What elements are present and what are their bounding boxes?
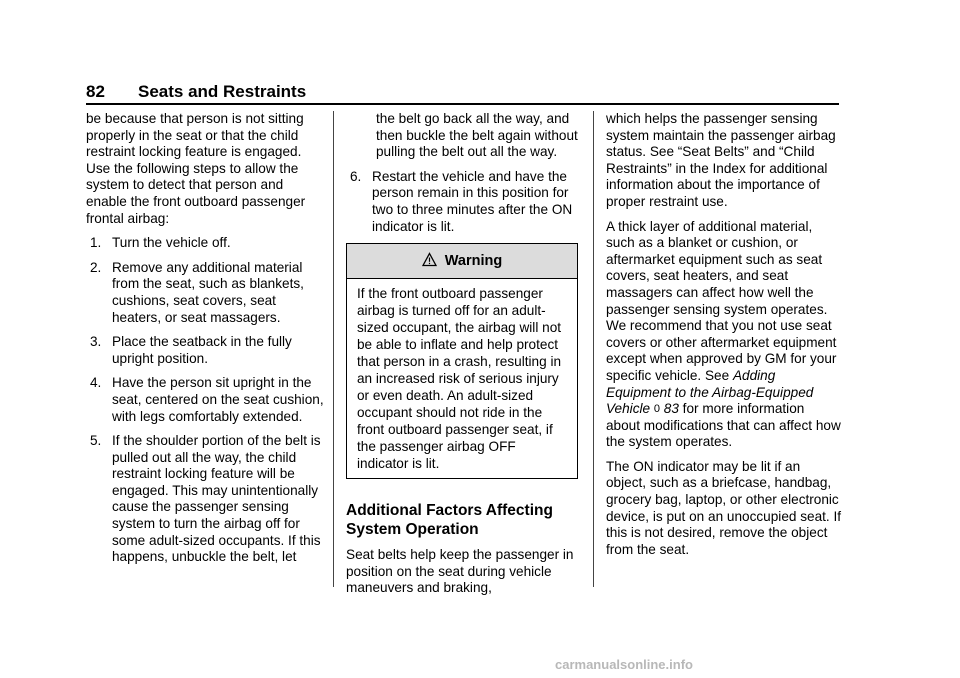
steps-list (86, 235, 324, 566)
page-header (86, 82, 306, 102)
list-item (86, 235, 324, 252)
step-number: 6. (350, 168, 362, 184)
list-item (86, 334, 324, 367)
section-title: Seats and Restraints (138, 82, 307, 101)
step-number: 4. (90, 375, 102, 391)
list-item (346, 169, 582, 235)
step-number: 3. (90, 334, 102, 350)
warning-title: Warning (444, 253, 503, 270)
page-number: 82 (86, 82, 105, 101)
body-paragraph (606, 219, 842, 451)
step-text: If the shoulder portion of the belt is pulled out all the way, the child restraint locking feature will be engaged. This may unintentionally cause the passenger sensing system to turn the airbag off for some adult-sized occupants. If this happens, unbuckle the belt, let (112, 433, 321, 565)
page-reference-icon: 0 (653, 403, 660, 416)
list-item (86, 433, 324, 566)
warning-icon (422, 253, 441, 269)
column-divider (593, 111, 594, 587)
step-text: Restart the vehicle and have the person remain in this position for two to three minutes after the ON indicator is lit. (372, 168, 573, 234)
body-paragraph: which helps the passenger sensing system maintain the passenger airbag status. See “Seat Belts” and “Child Restraints” in the Index for additional information about the importance of proper restraint use. (606, 111, 836, 209)
step-number: 5. (90, 433, 102, 449)
step-text: Have the person sit upright in the seat, centered on the seat cushion, with legs comfortably extended. (112, 375, 324, 424)
step-text: Turn the vehicle off. (112, 235, 231, 251)
steps-list-cont (346, 169, 582, 235)
warning-header (347, 244, 577, 279)
page-reference[interactable]: 83 (663, 401, 679, 417)
warning-box (346, 243, 578, 479)
warning-text: If the front outboard passenger airbag is turned off for an adult-sized occupant, the airbag will not be able to inflate and help protect that person in a crash, resulting in an increased risk of serious injury or even death. An adult-sized occupant should not ride in the front outboard passenger seat, if the passenger airbag OFF indicator is lit. (357, 286, 562, 472)
watermark: carmanualsonline.info (555, 657, 693, 672)
body-paragraph: Seat belts help keep the passenger in position on the seat during vehicle maneuvers and braking, (346, 547, 574, 596)
column-divider (333, 111, 334, 587)
column-middle (346, 111, 582, 605)
paragraph-text: A thick layer of additional material, such as a blanket or cushion, or aftermarket equipment such as seat covers, seat heaters, and seat massagers can affect how well the passenger sensing system operates. We recommend that you not use seat covers or other aftermarket equipment except when approved by GM for your specific vehicle. See (606, 218, 837, 383)
column-right (606, 111, 842, 566)
list-item (86, 375, 324, 425)
body-paragraph: The ON indicator may be lit if an object, such as a briefcase, handbag, grocery bag, laptop, or other electronic device, is put on an unoccupied seat. If this is not desired, remove the object from the seat. (606, 458, 842, 557)
step-continuation: the belt go back all the way, and then buckle the belt again without pulling the belt out all the way. (376, 111, 578, 160)
step-number: 2. (90, 259, 102, 275)
step-text: Remove any additional material from the seat, such as blankets, cushions, seat covers, seat heaters, or seat massagers. (112, 259, 304, 325)
step-text: Place the seatback in the fully upright position. (112, 334, 292, 366)
section-heading: Additional Factors Affecting System Operation (346, 502, 553, 539)
intro-paragraph: be because that person is not sitting properly in the seat or that the child restraint locking feature is engaged. Use the following steps to allow the system to detect that person and enable the front outboard passenger frontal airbag: (86, 111, 306, 226)
header-rule (86, 103, 839, 105)
list-item (86, 260, 324, 326)
paragraph-text: for more information about modifications that can affect how the system operates. (606, 401, 841, 450)
step-number: 1. (90, 235, 102, 251)
cross-reference-link[interactable]: Adding Equipment to the Airbag-Equipped Vehicle (606, 367, 814, 417)
column-left (86, 111, 324, 574)
